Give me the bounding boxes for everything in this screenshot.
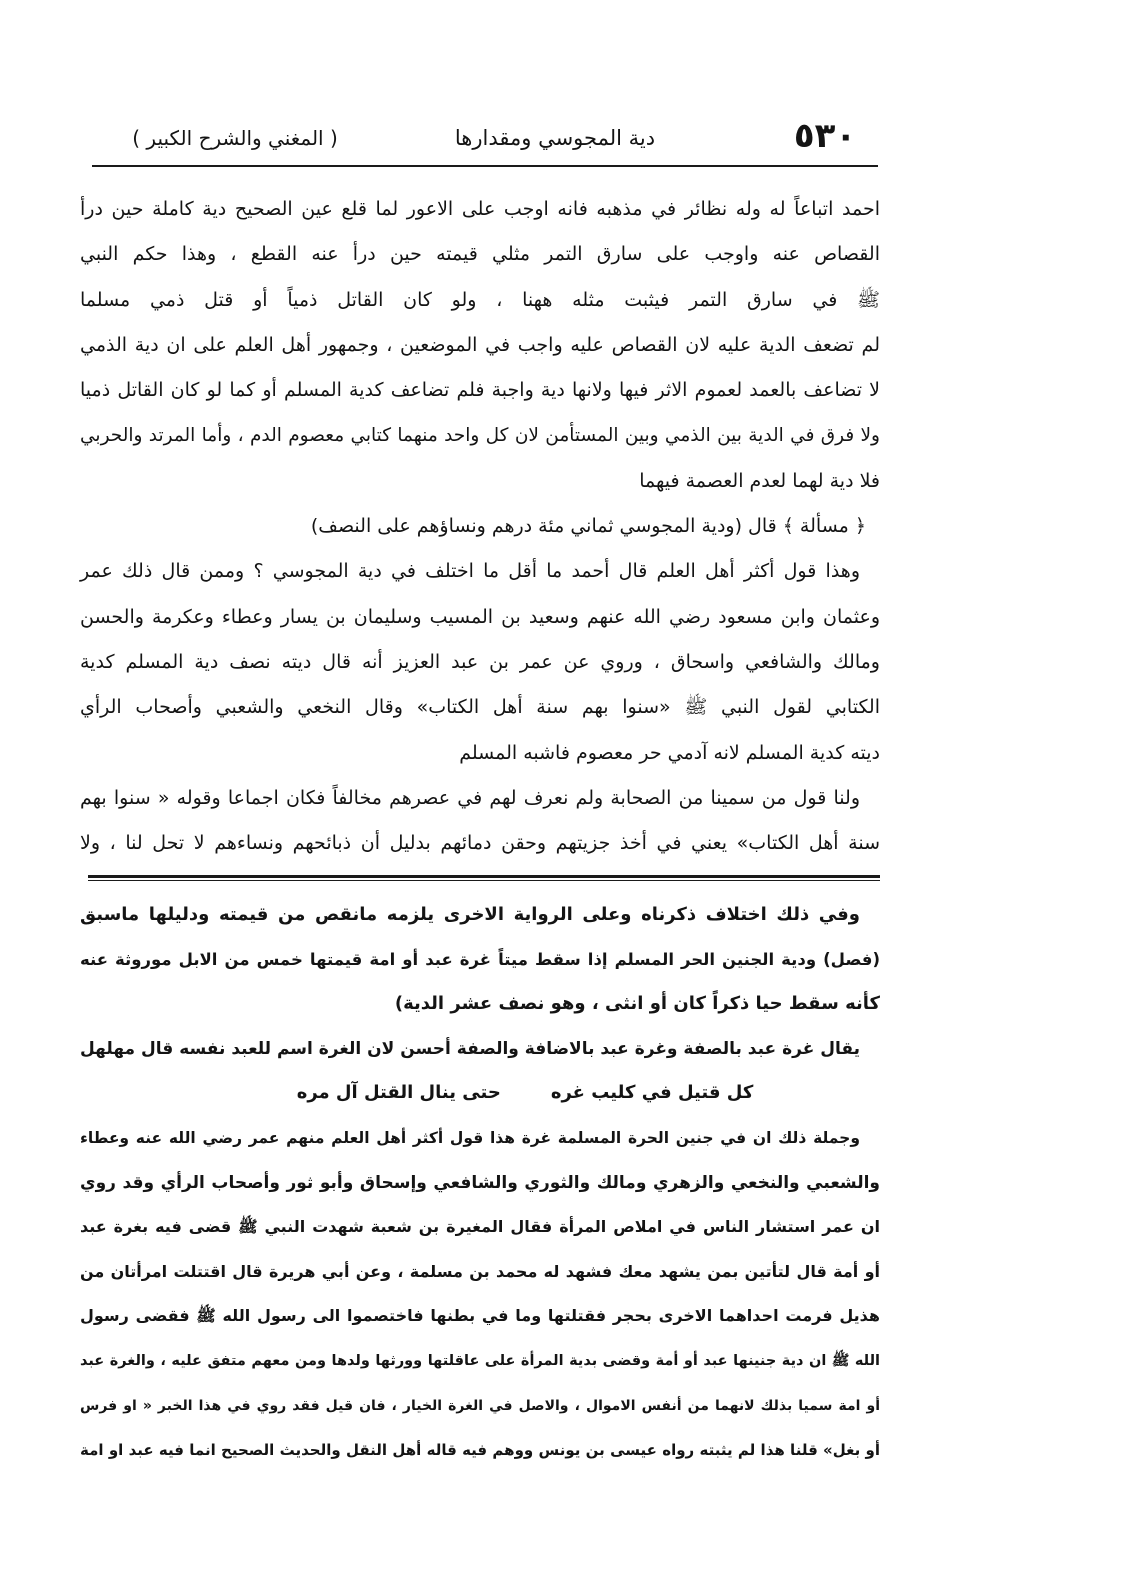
text-line: ﷺ في سارق التمر فيثبت مثله ههنا ، ولو كان القاتل ذمياً أو قتل ذمي مسلما <box>80 288 880 311</box>
fasl-heading: (فصل) ودية الجنين الحر المسلم إذا سقط ميتاً غرة عبد أو امة قيمتها خمس من الابل موروثة عنه <box>80 949 880 969</box>
text-line: الله ﷺ ان دية جنينها عبد أو أمة وقضى بدية المرأة على عاقلتها وورثها ولدها ومن معهم متفق عليه ، والغرة عبد <box>80 1352 880 1369</box>
text-line: الكتابي لقول النبي ﷺ «سنوا بهم سنة أهل الكتاب» وقال النخعي والشعبي وأصحاب الرأي <box>80 696 880 719</box>
text-line: أو امة سميا بذلك لانهما من أنفس الاموال ، والاصل في الغرة الخيار ، فان قيل فقد روي في هذا الخبر « او فرس <box>80 1397 880 1414</box>
text-line: القصاص عنه واوجب على سارق التمر مثلي قيمته حين درأ عنه القطع ، وهذا حكم النبي <box>80 243 880 266</box>
header-rule <box>92 165 878 167</box>
masala-heading: ﴿ مسألة ﴾ قال (ودية المجوسي ثماني مئة درهم ونساؤهم على النصف) <box>310 515 866 538</box>
text-line: وهذا قول أكثر أهل العلم قال أحمد ما أقل ما اختلف في دية المجوسي ؟ وممن قال ذلك عمر <box>80 560 860 583</box>
text-line: يقال غرة عبد بالصفة وغرة عبد بالاضافة والصفة أحسن لان الغرة اسم للعبد نفسه قال مهلهل <box>80 1038 860 1059</box>
text-line: كأنه سقط حيا ذكراً كان أو انثى ، وهو نصف عشر الدية) <box>394 993 880 1015</box>
text-line: هذيل فرمت احداهما الاخرى بحجر فقتلتها وما في بطنها فاختصموا الى رسول الله ﷺ فقضى رسول <box>80 1306 880 1326</box>
text-line: وفي ذلك اختلاف ذكرناه وعلى الرواية الاخرى يلزمه مانقص من قيمته ودليلها ماسبق <box>80 904 860 925</box>
text-line: لم تضعف الدية عليه لان القصاص عليه واجب في الموضعين ، وجمهور أهل العلم على ان دية الذمي <box>80 333 880 356</box>
text-line: احمد اتباعاً له وله نظائر في مذهبه فانه اوجب على الاعور لما قلع عين الصحيح دية كاملة حين درأ <box>80 198 880 220</box>
matn-text-block <box>80 187 880 866</box>
sharh-text-block <box>80 893 880 1473</box>
book-title: ( المغني والشرح الكبير ) <box>132 126 338 150</box>
text-line: أو بغل» قلنا هذا لم يثبته رواه عيسى بن يونس ووهم فيه قاله أهل النقل والحديث الصحيح انما فيه عبد او امة <box>80 1441 880 1460</box>
text-line: ومالك والشافعي واسحاق ، وروي عن عمر بن عبد العزيز أنه قال ديته نصف دية المسلم كدية <box>80 650 880 673</box>
text-line: وعثمان وابن مسعود رضي الله عنهم وسعيد بن المسيب وسليمان بن يسار وعطاء وعكرمة والحسن <box>80 605 880 628</box>
page-number: ٥٣٠ <box>793 116 857 156</box>
text-line: فلا دية لهما لعدم العصمة فيهما <box>639 469 880 492</box>
text-line: سنة أهل الكتاب» يعني في أخذ جزيتهم وحقن دمائهم بدليل أن ذبائحهم ونساءهم لا تحل لنا ، ولا <box>80 832 880 855</box>
text-line: والشعبي والنخعي والزهري ومالك والثوري والشافعي وإسحاق وأبو ثور وأصحاب الرأي وقد روي <box>80 1172 880 1193</box>
verse-hemistich-first: كل قتيل في كليب غره <box>550 1082 754 1104</box>
text-line: ولنا قول من سمينا من الصحابة ولم نعرف لهم في عصرهم مخالفاً فكان اجماعا وقوله « سنوا بهم <box>80 786 860 809</box>
text-line: ديته كدية المسلم لانه آدمي حر معصوم فاشبه المسلم <box>459 741 880 764</box>
running-title: دية المجوسي ومقدارها <box>454 126 656 150</box>
text-line: أو أمة قال لتأتين بمن يشهد معك فشهد له محمد بن مسلمة ، وعن أبي هريرة قال اقتتلت امرأتان من <box>80 1261 880 1281</box>
text-line: ولا فرق في الدية بين الذمي وبين المستأمن لان كل واحد منهما كتابي معصوم الدم ، وأما المرتد والحربي <box>80 425 880 447</box>
text-line: ان عمر استشار الناس في املاص المرأة فقال المغيرة بن شعبة شهدت النبي ﷺ قضى فيه بغرة عبد <box>80 1217 880 1237</box>
section-divider <box>88 875 880 881</box>
text-line: وجملة ذلك ان في جنين الحرة المسلمة غرة هذا قول أكثر أهل العلم منهم عمر رضي الله عنه وعطاء <box>80 1128 860 1147</box>
verse-line <box>80 1071 880 1116</box>
verse-hemistich-second: حتى ينال القتل آل مره <box>296 1082 501 1104</box>
text-line: لا تضاعف بالعمد لعموم الاثر فيها ولانها دية واجبة فلم تضاعف كدية المسلم أو كما لو كان القاتل ذميا <box>80 379 880 402</box>
